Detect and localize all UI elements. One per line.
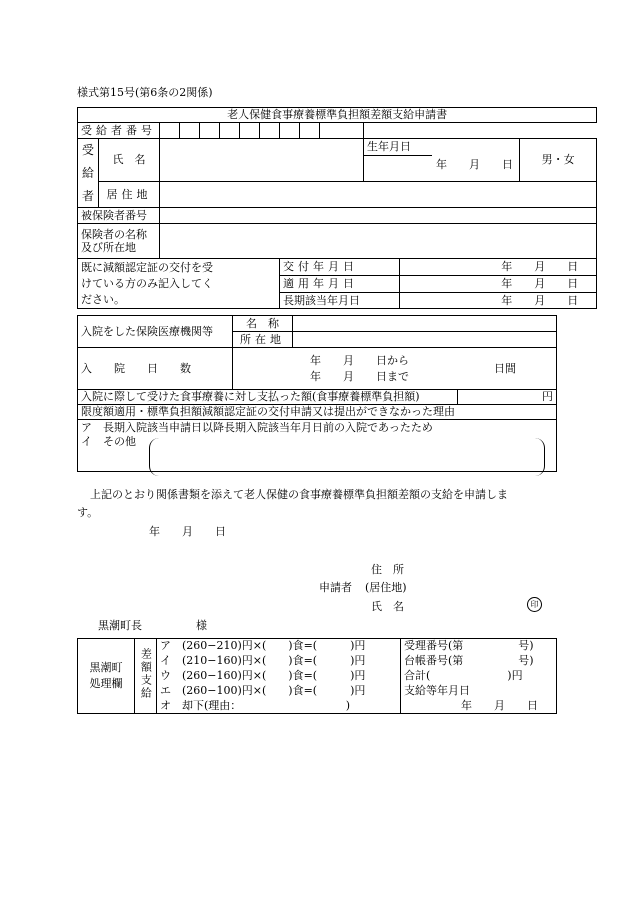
- insured-number-field[interactable]: [160, 208, 597, 224]
- stay-from: 年 月 日から: [310, 353, 409, 367]
- paid-amount-field[interactable]: 円: [458, 390, 557, 405]
- applicant-residence-label: (居住地): [365, 581, 407, 594]
- application-table: [77, 107, 597, 309]
- honorific: 様: [196, 619, 207, 632]
- pay-date-label: 支給等年月日: [401, 684, 557, 699]
- blank: [364, 123, 597, 139]
- office-label: 黒潮町 処理欄: [78, 639, 135, 714]
- applicant-address-label: 住 所: [371, 563, 404, 576]
- office-row-a[interactable]: ア (260−210)円×( )食=( )円: [157, 639, 401, 654]
- address-label: 居住地: [99, 182, 160, 208]
- application-date[interactable]: 年 月 日: [149, 525, 226, 538]
- hospital-location-field[interactable]: [293, 332, 557, 348]
- issue-date-field[interactable]: 年 月 日: [400, 259, 597, 276]
- recipient-number-digit[interactable]: [300, 123, 320, 139]
- applicant-label: 申請者: [319, 581, 352, 594]
- reason-option-b[interactable]: イ その他: [81, 435, 136, 449]
- hospital-location-label: 所在地: [233, 332, 293, 348]
- recipient-number-digit[interactable]: [200, 123, 220, 139]
- reason-label: 限度額適用・標準負担額減額認定証の交付申請又は提出ができなかった理由: [78, 405, 557, 420]
- office-table: [77, 638, 557, 714]
- sex-field[interactable]: 男・女: [520, 139, 597, 182]
- form-number: 様式第15号(第6条の2関係): [77, 86, 213, 99]
- apply-date-label: 適用年月日: [280, 275, 400, 292]
- applicant-name-label: 氏 名: [371, 600, 404, 613]
- insurer-label: 保険者の名称 及び所在地: [78, 224, 160, 259]
- addressee: 黒潮町長: [98, 619, 142, 632]
- office-category: 差額支給: [135, 639, 157, 714]
- recipient-number-digit[interactable]: [240, 123, 260, 139]
- office-row-c[interactable]: ウ (260−160)円×( )食=( )円: [157, 669, 401, 684]
- dob-label: 生年月日: [364, 139, 432, 156]
- seal-icon: 印: [527, 597, 542, 612]
- recipient-name-field[interactable]: [160, 139, 364, 182]
- insured-number-label: 被保険者番号: [78, 208, 160, 224]
- declaration-line-2: す。: [77, 506, 99, 519]
- recipient-number-label: 受給者番号: [78, 123, 160, 139]
- hospital-table: [77, 315, 557, 390]
- stay-to: 年 月 日まで: [310, 369, 409, 383]
- reduction-note: 既に減額認定証の交付を受 けている方のみ記入してく ださい。: [78, 259, 280, 309]
- recipient-number-digit[interactable]: [180, 123, 200, 139]
- office-row-d[interactable]: エ (260−100)円×( )食=( )円: [157, 684, 401, 699]
- paid-amount-label: 入院に際して受けた食事療養に対し支払った額(食事療養標準負担額): [78, 390, 458, 405]
- office-row-e[interactable]: オ 却下(理由： ): [157, 699, 401, 714]
- recipient-number-digit[interactable]: [160, 123, 180, 139]
- stay-days-unit: 日間: [494, 361, 516, 375]
- long-term-date-field[interactable]: 年 月 日: [400, 292, 597, 309]
- pay-date-value[interactable]: 年 月 日: [401, 699, 557, 714]
- recipient-number-digit[interactable]: [260, 123, 280, 139]
- stay-days-label: 入 院 日 数: [78, 348, 233, 390]
- hospital-label: 入院をした保険医療機関等: [78, 316, 233, 348]
- form-title: 老人保健食事療養標準負担額差額支給申請書: [78, 108, 597, 123]
- hospital-name-label: 名 称: [233, 316, 293, 332]
- declaration-line-1: 上記のとおり関係書類を添えて老人保健の食事療養標準負担額差額の支給を申請しま: [90, 488, 508, 501]
- office-row-b[interactable]: イ (210−160)円×( )食=( )円: [157, 654, 401, 669]
- dob-value[interactable]: 年 月 日: [436, 157, 513, 171]
- stay-days-field[interactable]: [233, 348, 557, 390]
- recipient-number-digit[interactable]: [320, 123, 364, 139]
- dob-cell: [364, 139, 520, 182]
- recipient-number-digit[interactable]: [220, 123, 240, 139]
- issue-date-label: 交付年月日: [280, 259, 400, 276]
- recipient-group-label: 受 給 者: [78, 139, 99, 208]
- address-field[interactable]: [160, 182, 597, 208]
- long-term-date-label: 長期該当年月日: [280, 292, 400, 309]
- recipient-number-digit[interactable]: [280, 123, 300, 139]
- recipient-name-label: 氏 名: [99, 139, 160, 182]
- reason-option-a[interactable]: ア 長期入院該当申請日以降長期入院該当年月日前の入院であったため: [81, 421, 433, 434]
- office-total[interactable]: 合計( )円: [401, 669, 557, 684]
- hospital-name-field[interactable]: [293, 316, 557, 332]
- other-reason-bracket[interactable]: [149, 438, 545, 476]
- apply-date-field[interactable]: 年 月 日: [400, 275, 597, 292]
- receipt-number[interactable]: 受理番号(第 号): [401, 639, 557, 654]
- insurer-field[interactable]: [160, 224, 597, 259]
- ledger-number[interactable]: 台帳番号(第 号): [401, 654, 557, 669]
